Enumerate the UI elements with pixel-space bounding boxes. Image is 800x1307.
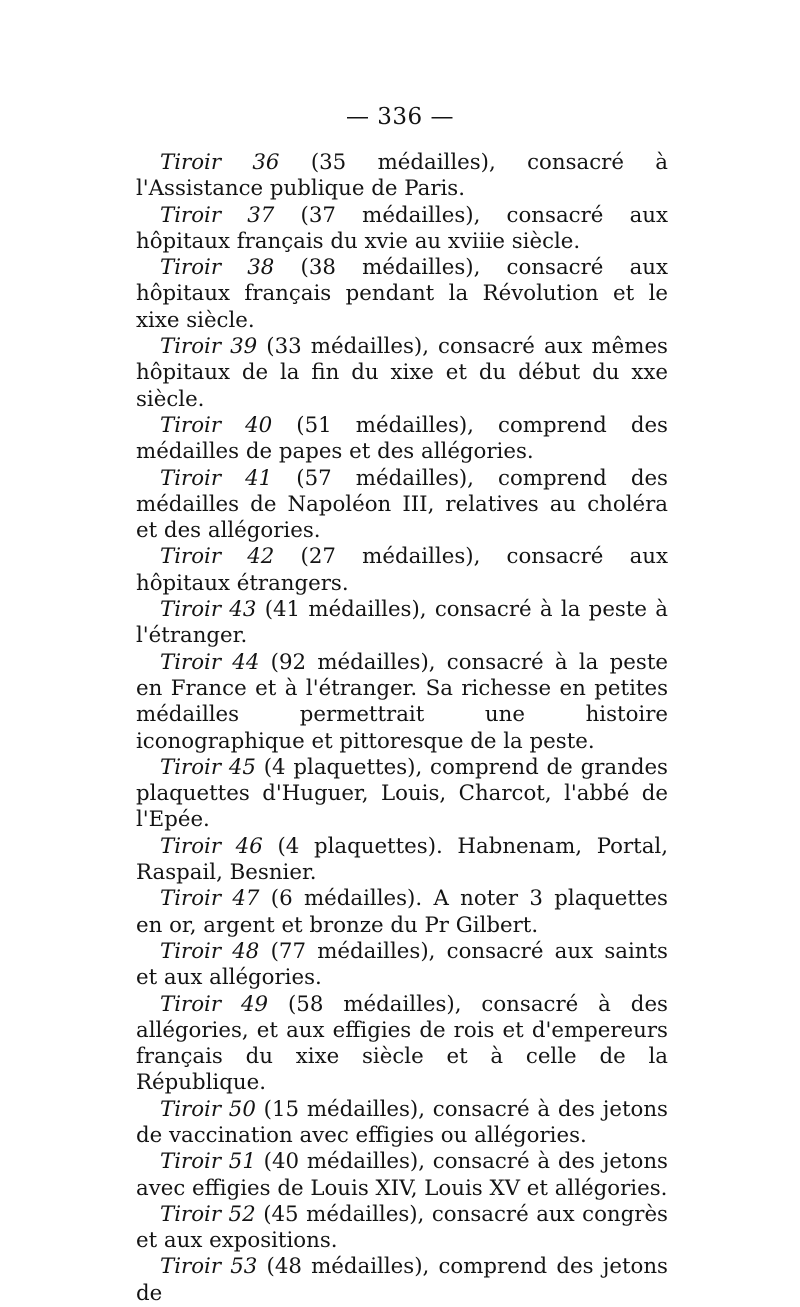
entry-text: (77 médailles), consacré aux saints et aux allégories. [136,938,668,991]
entry-label: Tiroir 52 [160,1201,256,1227]
entry-label: Tiroir 47 [160,886,260,912]
entry-text: (35 médailles), consacré à l'Assistance publique de Paris. [136,150,668,202]
entry-label: Tiroir 40 [160,412,273,438]
entry-tiroir-47 [136,886,668,939]
entry-text: (58 médailles), consacré à des allégories, et aux effigies de rois et d'empereurs français du xixe siècle et à celle de la République. [136,991,668,1096]
entry-text: (45 médailles), consacré aux congrès et aux expositions. [136,1201,668,1254]
entry-text: (48 médailles), comprend des jetons de [136,1254,668,1306]
entry-text: (27 médailles), consacré aux hôpitaux étrangers. [136,544,668,596]
entry-text: (4 plaquettes). Habnenam, Portal, Raspail, Besnier. [136,833,668,886]
entry-tiroir-37 [136,203,668,256]
entry-text: (92 médailles), consacré à la peste en France et à l'étranger. Sa richesse en petites médailles permettrait une histoire iconographique et pittoresque de la peste. [136,649,668,754]
entry-tiroir-39 [136,334,668,413]
entry-label: Tiroir 43 [160,597,257,623]
entry-label: Tiroir 37 [160,202,275,228]
entry-label: Tiroir 44 [160,649,260,675]
entry-tiroir-48 [136,939,668,992]
entry-label: Tiroir 39 [160,334,258,360]
entry-tiroir-40 [136,413,668,466]
entry-tiroir-52 [136,1202,668,1255]
entry-label: Tiroir 41 [160,465,273,491]
entry-text: (41 médailles), consacré à la peste à l'étranger. [136,597,668,649]
entry-tiroir-44 [136,650,668,755]
entry-text: (37 médailles), consacré aux hôpitaux français du xvie au xviiie siècle. [136,202,668,254]
entry-tiroir-36 [136,150,668,203]
entry-tiroir-45 [136,755,668,834]
entry-tiroir-41 [136,466,668,545]
entry-text: (51 médailles), comprend des médailles de papes et des allégories. [136,412,668,465]
entry-tiroir-49 [136,992,668,1097]
entry-label: Tiroir 38 [160,255,275,281]
page-number: — 336 — [345,104,455,130]
entry-tiroir-51 [136,1149,668,1202]
entry-tiroir-38 [136,255,668,334]
body-text [136,150,668,1307]
entry-text: (33 médailles), consacré aux mêmes hôpitaux de la fin du xixe et du début du xxe siècle. [136,334,668,412]
entry-tiroir-43 [136,597,668,650]
entry-label: Tiroir 46 [160,833,263,859]
entry-label: Tiroir 53 [160,1254,258,1280]
entry-text: (57 médailles), comprend des médailles de Napoléon III, relatives au choléra et des allégories. [136,465,668,544]
entry-label: Tiroir 48 [160,938,260,964]
entry-tiroir-50 [136,1097,668,1150]
entry-label: Tiroir 45 [160,754,256,780]
entry-text: (6 médailles). A noter 3 plaquettes en or, argent et bronze du Pr Gilbert. [136,886,668,938]
entry-label: Tiroir 51 [160,1149,256,1175]
entry-text: (38 médailles), consacré aux hôpitaux français pendant la Révolution et le xixe siècle. [136,255,668,333]
entry-text: (15 médailles), consacré à des jetons de vaccination avec effigies ou allégories. [136,1096,668,1148]
entry-tiroir-53 [136,1254,668,1307]
entry-label: Tiroir 50 [160,1096,256,1122]
entry-label: Tiroir 36 [160,150,280,175]
entry-label: Tiroir 42 [160,544,275,570]
entry-tiroir-46 [136,834,668,887]
entry-text: (40 médailles), consacré à des jetons avec effigies de Louis XIV, Louis XV et allégories. [136,1149,668,1201]
entry-label: Tiroir 49 [160,991,269,1017]
entry-text: (4 plaquettes), comprend de grandes plaquettes d'Huguer, Louis, Charcot, l'abbé de l'Epée. [136,754,668,833]
entry-tiroir-42 [136,544,668,597]
